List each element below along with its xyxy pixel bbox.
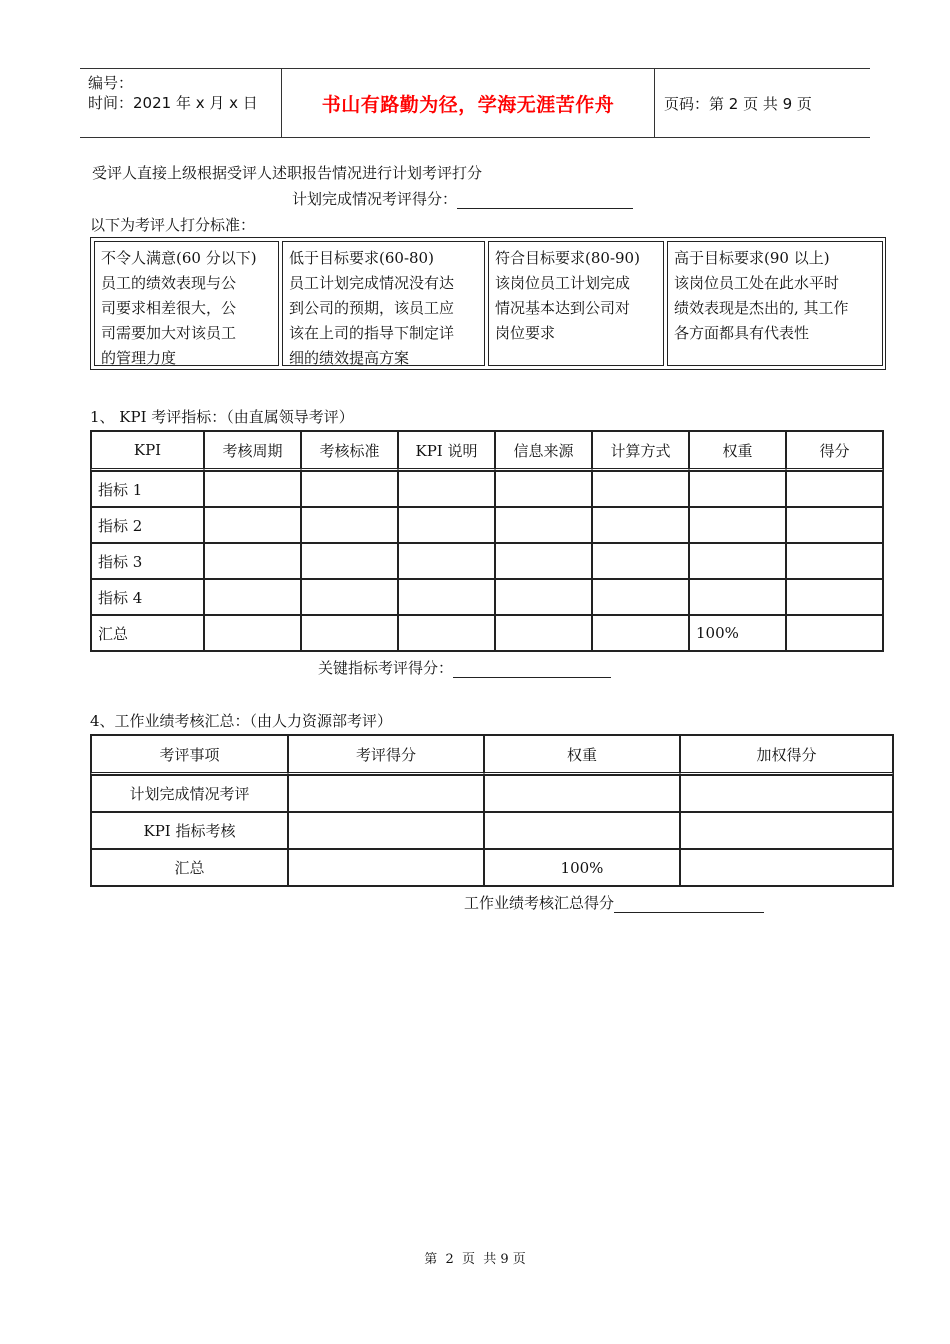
standard-text: 该岗位员工处在此水平时 [674, 274, 840, 292]
standard-cell-below [282, 241, 485, 366]
plan-score-blank[interactable] [457, 192, 633, 209]
summary-cell[interactable] [680, 812, 893, 849]
kpi-cell[interactable] [301, 507, 398, 543]
kpi-header-cell: 信息来源 [495, 431, 592, 471]
header-motto-cell [282, 69, 655, 137]
kpi-cell[interactable] [495, 543, 592, 579]
summary-cell[interactable] [288, 775, 484, 812]
kpi-cell[interactable] [204, 471, 301, 507]
summary-weight-total: 100% [484, 849, 680, 886]
table-row [91, 507, 883, 543]
header-page-cell [655, 69, 870, 137]
kpi-cell[interactable] [398, 471, 495, 507]
kpi-header-cell: 考核标准 [301, 431, 398, 471]
standard-text: 员工计划完成情况没有达 [289, 274, 455, 292]
kpi-cell[interactable] [689, 543, 786, 579]
standard-text: 各方面都具有代表性 [674, 324, 810, 342]
summary-score-blank[interactable] [614, 896, 764, 913]
summary-header-cell: 权重 [484, 735, 680, 775]
standard-text: 细的绩效提高方案 [289, 349, 410, 367]
page-header [80, 68, 870, 138]
header-meta-cell [80, 69, 282, 137]
standard-text: 情况基本达到公司对 [495, 299, 631, 317]
table-row [91, 543, 883, 579]
kpi-cell[interactable] [301, 615, 398, 651]
table-row [91, 812, 893, 849]
kpi-cell[interactable] [495, 615, 592, 651]
summary-row-label: 汇总 [91, 849, 288, 886]
kpi-row-label: 汇总 [91, 615, 204, 651]
kpi-row-label: 指标 4 [91, 579, 204, 615]
kpi-cell[interactable] [398, 579, 495, 615]
summary-cell[interactable] [484, 775, 680, 812]
kpi-cell[interactable] [592, 579, 689, 615]
standard-text: 员工的绩效表现与公 [101, 274, 237, 292]
standard-text: 的管理力度 [101, 349, 177, 367]
page-number-label: 页码：第 2 页 共 9 页 [664, 94, 812, 113]
page-footer: 第 2 页 共 9 页 [424, 1252, 526, 1267]
kpi-cell[interactable] [495, 507, 592, 543]
standard-text: 到公司的预期，该员工应 [289, 299, 455, 317]
standards-table [90, 237, 886, 370]
kpi-cell[interactable] [786, 471, 883, 507]
kpi-header-cell: 考核周期 [204, 431, 301, 471]
serial-label: 编号： [88, 74, 134, 92]
summary-row-label: KPI 指标考核 [91, 812, 288, 849]
summary-score-line [464, 892, 764, 913]
summary-cell[interactable] [680, 849, 893, 886]
summary-header-cell: 考评事项 [91, 735, 288, 775]
summary-row-label: 计划完成情况考评 [91, 775, 288, 812]
summary-cell[interactable] [484, 812, 680, 849]
summary-header-cell: 加权得分 [680, 735, 893, 775]
kpi-cell[interactable] [204, 615, 301, 651]
kpi-cell[interactable] [592, 507, 689, 543]
summary-table [90, 734, 894, 887]
standard-title: 不令人满意(60 分以下) [101, 249, 257, 267]
table-row [91, 579, 883, 615]
standard-text: 岗位要求 [495, 324, 556, 342]
kpi-weight-total: 100% [689, 615, 786, 651]
kpi-score-blank[interactable] [453, 661, 611, 678]
table-row [91, 775, 893, 812]
kpi-header-cell: 得分 [786, 431, 883, 471]
summary-header-cell: 考评得分 [288, 735, 484, 775]
kpi-cell[interactable] [301, 543, 398, 579]
kpi-cell[interactable] [204, 579, 301, 615]
kpi-cell[interactable] [689, 579, 786, 615]
kpi-cell[interactable] [592, 615, 689, 651]
kpi-header-row [91, 431, 883, 471]
summary-cell[interactable] [288, 812, 484, 849]
table-row-total [91, 615, 883, 651]
kpi-row-label: 指标 1 [91, 471, 204, 507]
time-label: 时间：2021 年 x 月 x 日 [88, 94, 258, 112]
summary-section-title: 4、工作业绩考核汇总：（由人力资源部考评） [90, 712, 393, 730]
kpi-score-line [318, 657, 611, 678]
kpi-header-cell: 计算方式 [592, 431, 689, 471]
kpi-cell[interactable] [592, 471, 689, 507]
kpi-header-cell: KPI 说明 [398, 431, 495, 471]
kpi-cell[interactable] [495, 471, 592, 507]
kpi-cell[interactable] [398, 543, 495, 579]
kpi-cell[interactable] [786, 543, 883, 579]
standards-title: 以下为考评人打分标准： [90, 216, 256, 234]
kpi-cell[interactable] [495, 579, 592, 615]
kpi-row-label: 指标 2 [91, 507, 204, 543]
kpi-cell[interactable] [786, 579, 883, 615]
intro-line: 受评人直接上级根据受评人述职报告情况进行计划考评打分 [92, 164, 483, 182]
kpi-cell[interactable] [398, 615, 495, 651]
kpi-cell[interactable] [689, 507, 786, 543]
standard-text: 司需要加大对该员工 [101, 324, 237, 342]
standard-cell-meets [488, 241, 664, 366]
kpi-header-cell: KPI [91, 431, 204, 471]
standard-title: 低于目标要求(60-80) [289, 249, 434, 267]
summary-header-row [91, 735, 893, 775]
kpi-cell[interactable] [592, 543, 689, 579]
kpi-cell[interactable] [204, 507, 301, 543]
standard-cell-exceeds [667, 241, 883, 366]
kpi-cell[interactable] [689, 471, 786, 507]
kpi-cell[interactable] [204, 543, 301, 579]
plan-score-label: 计划完成情况考评得分： [292, 190, 458, 208]
kpi-cell[interactable] [301, 471, 398, 507]
kpi-cell[interactable] [786, 507, 883, 543]
summary-cell[interactable] [680, 775, 893, 812]
motto: 书山有路勤为径，学海无涯苦作舟 [321, 93, 615, 116]
plan-score-line [292, 188, 633, 209]
standard-title: 符合目标要求(80-90) [495, 249, 640, 267]
standard-text: 绩效表现是杰出的, 其工作 [674, 299, 849, 317]
summary-cell[interactable] [288, 849, 484, 886]
kpi-cell[interactable] [786, 615, 883, 651]
standard-text: 司要求相差很大，公 [101, 299, 237, 317]
table-row [91, 471, 883, 507]
standard-text: 该岗位员工计划完成 [495, 274, 631, 292]
kpi-header-cell: 权重 [689, 431, 786, 471]
kpi-cell[interactable] [398, 507, 495, 543]
standard-text: 该在上司的指导下制定详 [289, 324, 455, 342]
kpi-section-title: 1、 KPI 考评指标：（由直属领导考评） [90, 408, 354, 426]
table-row-total [91, 849, 893, 886]
standard-title: 高于目标要求(90 以上) [674, 249, 830, 267]
kpi-cell[interactable] [301, 579, 398, 615]
kpi-score-label: 关键指标考评得分： [318, 659, 454, 677]
kpi-table [90, 430, 884, 652]
kpi-row-label: 指标 3 [91, 543, 204, 579]
standard-cell-unsatisfactory [94, 241, 279, 366]
summary-score-label: 工作业绩考核汇总得分 [464, 894, 615, 912]
